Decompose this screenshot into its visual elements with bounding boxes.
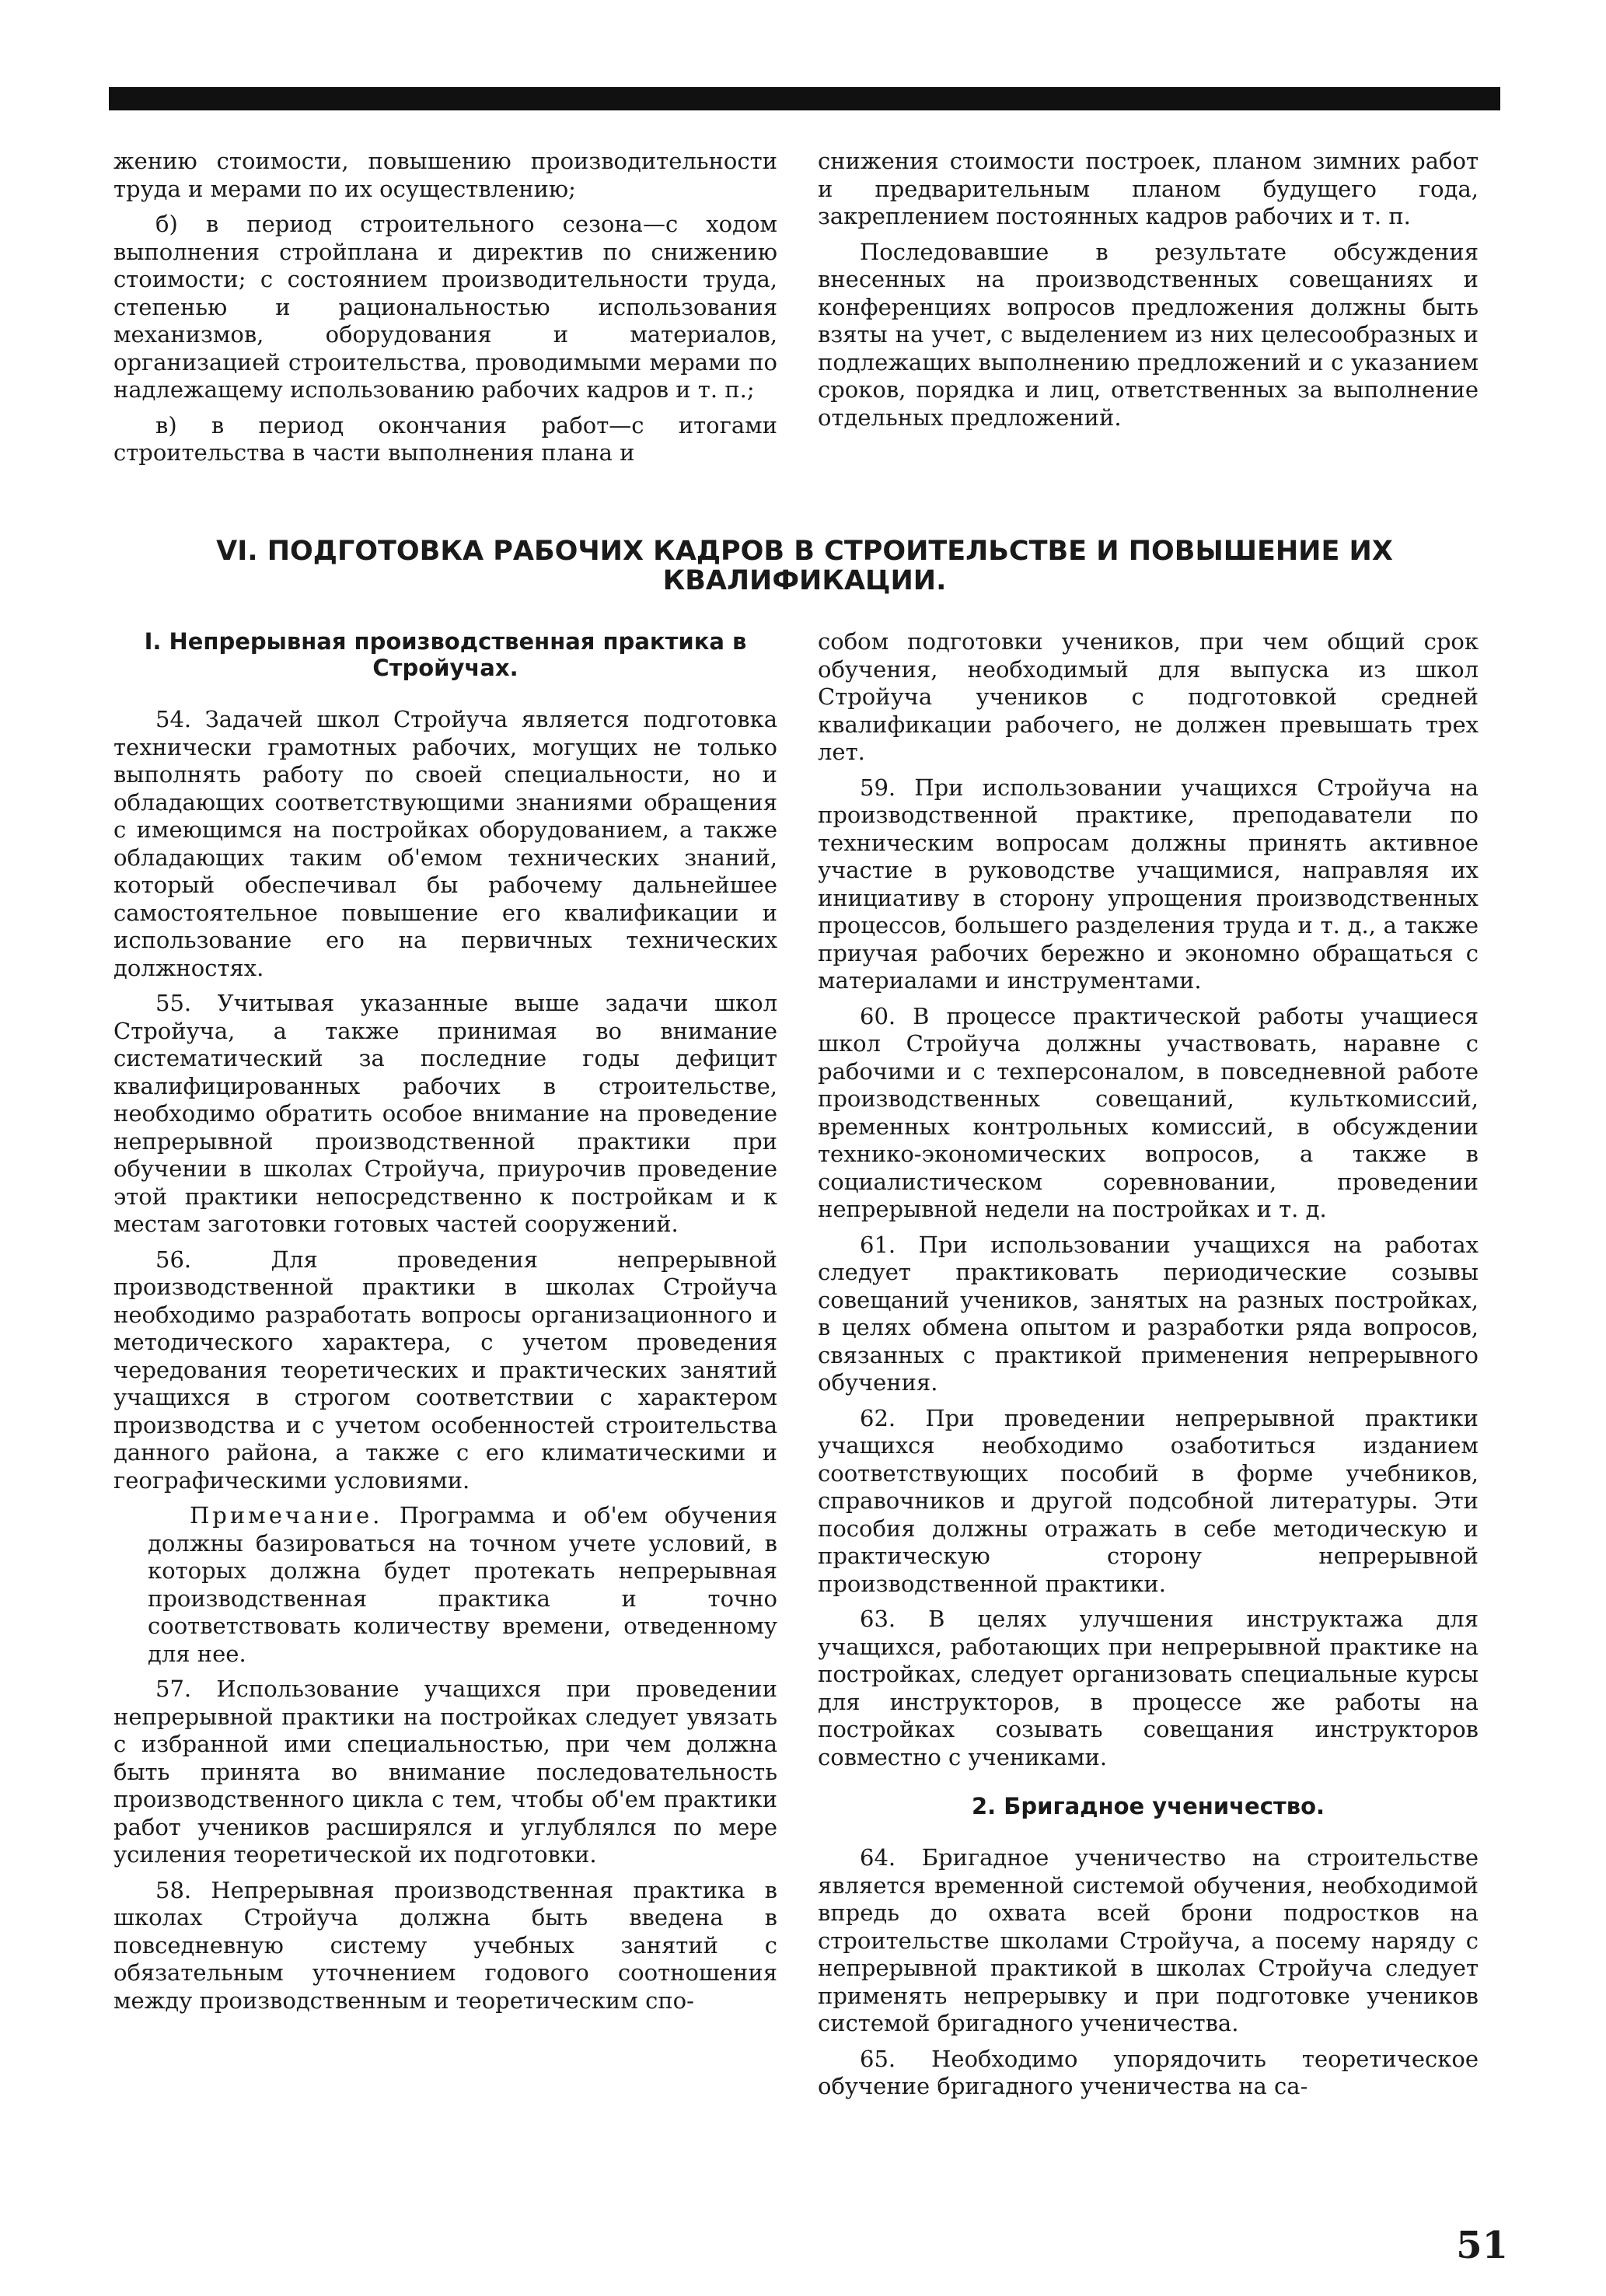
page-number: 51 xyxy=(1456,2224,1508,2267)
note-label: Примечание. xyxy=(190,1502,383,1529)
paragraph-55: 55. Учитывая указанные выше задачи школ Стройуча, а также принимая во внимание систематический за последние годы дефицит квалифицированных рабочих в строительстве, необходимо обратить особое внимание на проведение непрерывной производственной практики при обучении в школах Стройуча, приурочив проведение этой практики непосредственно к постройкам и к местам заготовки готовых частей сооружений. xyxy=(113,990,777,1237)
paragraph-61: 61. При использовании учащихся на работах следует практиковать периодические созывы совещаний учеников, занятых на разных постройках, в целях обмена опытом и разработки ряда вопросов, связанных с практикой применения непрерывного обучения. xyxy=(818,1231,1479,1396)
top-right-column xyxy=(818,148,1479,439)
subsection-heading: I. Непрерывная производственная практика в Стройучах. xyxy=(144,628,747,681)
paragraph-54: 54. Задачей школ Стройуча является подготовка технически грамотных рабочих, могущих не только выполнять работу по своей специальности, но и обладающих соответствующими знаниями обращения с имеющимся на постройках оборудованием, а также обладающих таким об'емом технических знаний, который обеспечивал бы рабочему дальнейшее самостоятельное повышение его квалификации и использование его на первичных технических должностях. xyxy=(113,706,777,981)
paragraph-64: 64. Бригадное ученичество на строительстве является временной системой обучения, необходимой впредь до охвата всей брони подростков на строительстве школами Стройуча, а посему наряду с непрерывной практикой в школах Стройуча следует применять непрерывку и при подготовке учеников системой бригадного ученичества. xyxy=(818,1844,1479,2036)
paragraph-59: 59. При использовании учащихся Стройуча на производственной практике, преподаватели по техническим вопросам должны принять активное участие в руководстве учащимися, направляя их инициативу в сторону упрощения производственных процессов, большего разделения труда и т. д., а также приучая рабочих бережно и экономно обращаться с материалами и инструментами. xyxy=(818,774,1479,994)
paragraph-63: 63. В целях улучшения инструктажа для учащихся, работающих при непрерывной практике на постройках, следует организовать специальные курсы для инструкторов, в процессе же работы на постройках созывать совещания инструкторов совместно с учениками. xyxy=(818,1606,1479,1770)
body-right-column xyxy=(818,628,1479,2109)
top-left-column xyxy=(113,148,777,475)
paragraph-62: 62. При проведении непрерывной практики учащихся необходимо озаботиться изданием соответствующих пособий в форме учебников, справочников и другой подсобной литературы. Эти пособия должны отражать в себе методическую и практическую сторону непрерывной производственной практики. xyxy=(818,1404,1479,1597)
paragraph-56: 56. Для проведения непрерывной производственной практики в школах Стройуча необходимо разработать вопросы организационного и методического характера, с учетом проведения чередования теоретических и практических занятий учащихся в строгом соответствии с характером производства и с учетом особенностей строительства данного района, а также с его климатическими и географическими условиями. xyxy=(113,1246,777,1494)
paragraph: Последовавшие в результате обсуждения внесенных на производственных совещаниях и конференциях вопросов предложения должны быть взяты на учет, с выделением из них целесообразных и подлежащих выполнению предложений и с указанием сроков, порядка и лиц, ответственных за выполнение отдельных предложений. xyxy=(818,238,1479,431)
body-left-column xyxy=(113,628,777,2022)
paragraph-57: 57. Использование учащихся при проведении непрерывной практики на постройках следует увязать с избранной ими специальностью, при чем должна быть принята во внимание последовательность производственного цикла с тем, чтобы об'ем практики работ учеников расширялся и углублялся по мере усиления теоретической их подготовки. xyxy=(113,1676,777,1868)
paragraph: в) в период окончания работ—с итогами строительства в части выполнения плана и xyxy=(113,411,777,466)
section-title: VI. ПОДГОТОВКА РАБОЧИХ КАДРОВ В СТРОИТЕЛЬСТВЕ И ПОВЫШЕНИЕ ИХ КВАЛИФИКАЦИИ. xyxy=(216,536,1393,596)
paragraph-58: 58. Непрерывная производственная практика в школах Стройуча должна быть введена в повседневную систему учебных занятий с обязательным уточнением годового соотношения между производственным и теоретическим спо- xyxy=(113,1876,777,2014)
paragraph: б) в период строительного сезона—с ходом выполнения стройплана и директив по снижению стоимости; с состоянием производительности труда, степенью и рациональностью использования механизмов, оборудования и материалов, организацией строительства, проводимыми мерами по надлежащему использованию рабочих кадров и т. п.; xyxy=(113,211,777,403)
subsection-heading: 2. Бригадное ученичество. xyxy=(971,1793,1325,1819)
paragraph: снижения стоимости построек, планом зимних работ и предварительным планом будущего года, закреплением постоянных кадров рабочих и т. п. xyxy=(818,148,1479,229)
note-text: Программа и об'ем обучения должны базироваться на точном учете условий, в которых должна будет протекать непрерывная производственная практика и точно соответствовать количеству времени, отведенному для нее. xyxy=(148,1502,777,1667)
paragraph-65: 65. Необходимо упорядочить теоретическое обучение бригадного ученичества на са- xyxy=(818,2045,1479,2099)
top-rule xyxy=(109,87,1500,110)
note xyxy=(113,1502,777,1668)
paragraph: жению стоимости, повышению производительности труда и мерами по их осуществлению; xyxy=(113,148,777,202)
paragraph-60: 60. В процессе практической работы учащиеся школ Стройуча должны участвовать, наравне с рабочими и с техперсоналом, в повседневной работе производственных совещаний, культкомиссий, временных контрольных комиссий, в обсуждении технико-экономических вопросов, а также в социалистическом соревновании, проведении непрерывной недели на постройках и т. д. xyxy=(818,1002,1479,1222)
paragraph-58-continued: собом подготовки учеников, при чем общий срок обучения, необходимый для выпуска из школ Стройуча учеников с подготовкой средней квалификации рабочего, не должен превышать трех лет. xyxy=(818,628,1479,765)
